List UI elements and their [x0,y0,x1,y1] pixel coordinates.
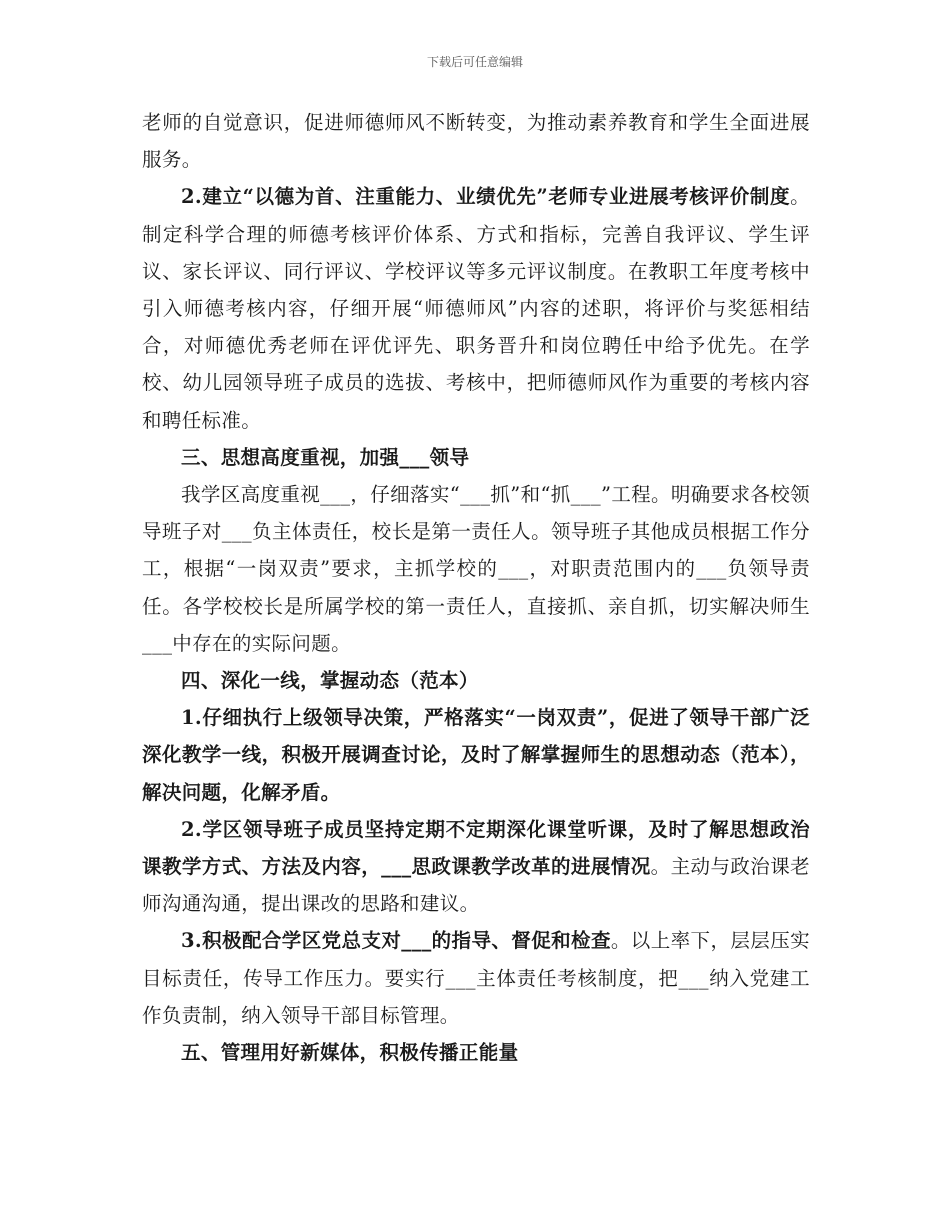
document-body [142,104,810,1071]
section-heading-5: 五、管理用好新媒体，积极传播正能量 [181,1041,519,1065]
paragraph-item-2 [142,811,810,923]
section-heading-4: 四、深化一线，掌握动态（范本） [181,669,479,693]
paragraph-evaluation-system [142,178,810,438]
page-header-watermark: 下载后可任意编辑 [426,55,523,69]
section-heading-3: 三、思想高度重视，加强___领导 [181,445,470,469]
paragraph-continuation: 老师的自觉意识，促进师德师风不断转变，为推动素养教育和学生全面进展服务。 [142,111,810,172]
paragraph-item-3 [142,922,810,1034]
paragraph-text: 。以上率下，层层压实目标责任，传导工作压力。要实行___主体责任考核制度，把___纳入党建工作负责制，纳入领导干部目标管理。 [142,929,810,1027]
paragraph-leadership: 我学区高度重视___，仔细落实“___抓”和“抓___”工程。明确要求各校领导班子对___负主体责任，校长是第一责任人。领导班子其他成员根据工作分工，根据“一岗双责”要求，主抓学校的___，对职责范围内的___负领导责任。各学校校长是所属学校的第一责任人，直接抓、亲自抓，切实解决师生___中存在的实际问题。 [142,483,810,655]
paragraph-item-1: 1.仔细执行上级领导决策，严格落实“一岗双责”，促进了领导干部广泛深化教学一线，积极开展调查讨论，及时了解掌握师生的思想动态（范本），解决问题，化解矛盾。 [142,706,810,804]
paragraph-lead-bold: 2.建立“以德为首、注重能力、业绩优先”老师专业进展考核评价制度 [181,185,791,209]
paragraph-text: 。制定科学合理的师德考核评价体系、方式和指标，完善自我评议、学生评议、家长评议、同行评议、学校评议等多元评议制度。在教职工年度考核中引入师德考核内容，仔细开展“师德师风”内容的述职，将评价与奖惩相结合，对师德优秀老师在评优评先、职务晋升和岗位聘任中给予优先。在学校、幼儿园领导班子成员的选拔、考核中，把师德师风作为重要的考核内容和聘任标准。 [142,185,810,432]
paragraph-text: 。主动与政治课老师沟通沟通，提出课改的思路和建议。 [142,855,810,916]
paragraph-lead-bold: 2.学区领导班子成员坚持定期不定期深化课堂听课，及时了解思想政治课教学方式、方法及内容，___思政课教学改革的进展情况 [142,817,810,879]
paragraph-lead-bold: 3.积极配合学区党总支对___的指导、督促和检查 [181,929,611,953]
